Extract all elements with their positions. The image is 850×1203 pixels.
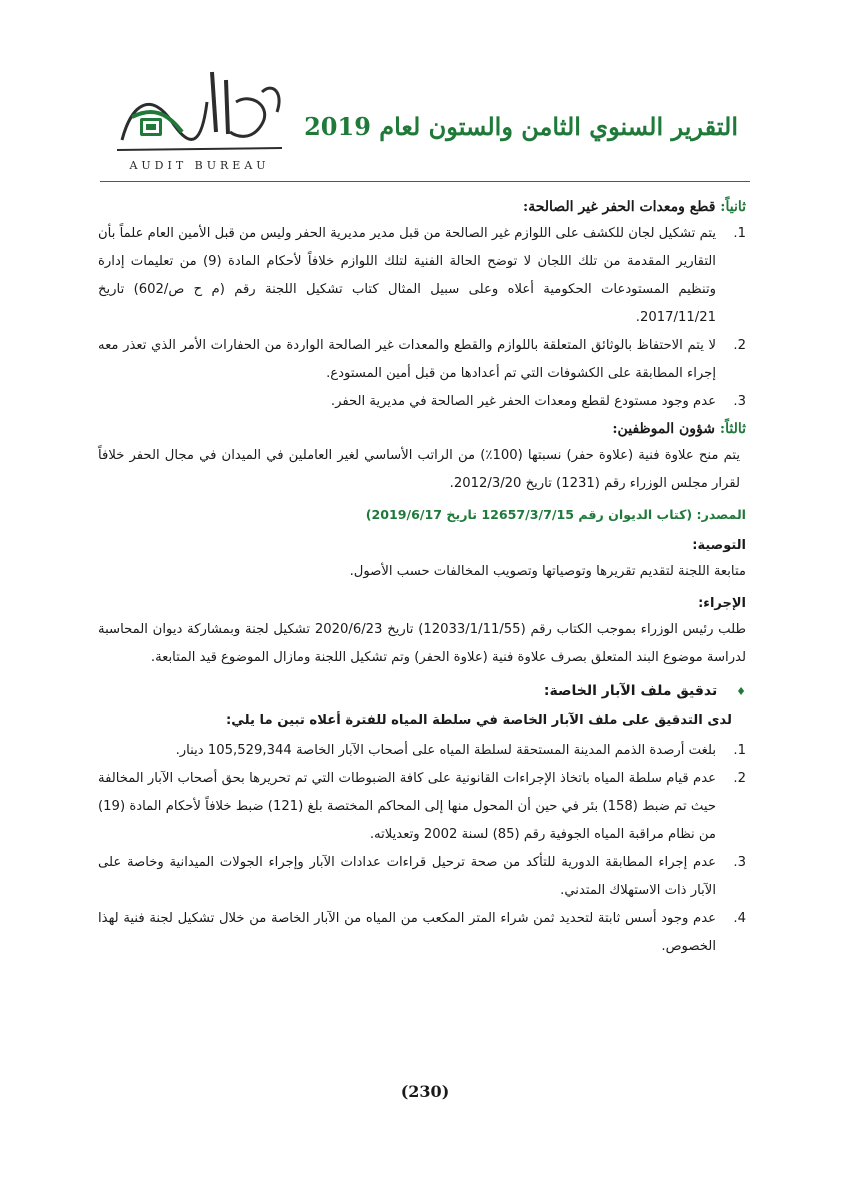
list-item xyxy=(98,849,746,905)
item-text: بلغت أرصدة الذمم المدينة المستحقة لسلطة المياه على أصحاب الآبار الخاصة 105,529,344 دينار. xyxy=(175,743,716,758)
private-wells-list xyxy=(98,737,746,961)
broken-equipment-list xyxy=(98,220,746,416)
recommendation-label: التوصية: xyxy=(692,538,746,553)
item-number: .1 xyxy=(733,226,746,241)
item-number: .1 xyxy=(733,743,746,758)
list-item xyxy=(98,332,746,388)
source-reference: المصدر: (كتاب الديوان رقم 12657/3/7/15 تاريخ 2019/6/17) xyxy=(365,507,746,522)
wells-intro: لدى التدقيق على ملف الآبار الخاصة في سلطة المياه للفترة أعلاه تبين ما يلي: xyxy=(226,713,732,728)
list-item xyxy=(98,737,746,765)
personnel-paragraph: يتم منح علاوة فنية (علاوة حفر) نسبتها (100٪) من الراتب الأساسي لغير العاملين في الميدان في مجال الحفر خلافاً لقرار مجلس الوزراء رقم (1231) تاريخ 2012/3/20. xyxy=(98,448,741,491)
item-number: .2 xyxy=(733,771,746,786)
item-text: عدم وجود أسس ثابتة لتحديد ثمن شراء المتر المكعب من المياه من الآبار الخاصة من خلال تشكيل لجنة فنية لهذا الخصوص. xyxy=(98,911,716,954)
logo-calligraphy-icon xyxy=(112,62,287,154)
item-text: عدم وجود مستودع لقطع ومعدات الحفر غير الصالحة في مديرية الحفر. xyxy=(330,394,716,409)
list-item xyxy=(98,905,746,961)
recommendation-text: متابعة اللجنة لتقديم تقريرها وتوصياتها وتصويب المخالفات حسب الأصول. xyxy=(349,564,746,579)
list-item xyxy=(98,765,746,849)
header-divider xyxy=(100,181,750,182)
section-title: قطع ومعدات الحفر غير الصالحة: xyxy=(523,199,716,215)
action-text: طلب رئيس الوزراء بموجب الكتاب رقم (12033/1/11/55) تاريخ 2020/6/23 تشكيل لجنة وبمشاركة ديوان المحاسبة لدراسة موضوع البند المتعلق بصرف علاوة فنية (علاوة الحفر) وتم تشكيل اللجنة ومازال الموضوع قيد المتابعة. xyxy=(98,622,746,665)
diamond-bullet-icon: ♦ xyxy=(736,685,746,698)
section-heading-broken-equipment xyxy=(98,194,746,220)
item-number: .4 xyxy=(733,911,746,926)
action-label: الإجراء: xyxy=(698,596,746,611)
page-header xyxy=(0,0,850,190)
document-body xyxy=(98,194,746,961)
section-title: تدقيق ملف الآبار الخاصة: xyxy=(543,683,718,699)
item-number: .3 xyxy=(733,394,746,409)
logo-subtitle: AUDIT BUREAU xyxy=(129,159,270,172)
audit-bureau-logo xyxy=(112,62,287,172)
report-title: التقرير السنوي الثامن والستون لعام 2019 xyxy=(304,112,738,141)
section-number: ثانياً: xyxy=(720,199,746,215)
section-heading-private-wells xyxy=(98,678,746,705)
item-text: يتم تشكيل لجان للكشف على اللوازم غير الصالحة من قبل مدير مديرية الحفر وليس من قبل الأمين العام علماً بأن التقارير المقدمة من تلك اللجان لا توضح الحالة الفنية لتلك اللوازم خلافاً لأحكام المادة (9) من تعليمات إدارة وتنظيم المستودعات الحكومية أعلاه وعلى سبيل المثال كتاب تشكيل اللجنة رقم (م ح ص/602) تاريخ 2017/11/21. xyxy=(98,226,716,325)
list-item xyxy=(98,220,746,332)
item-number: .3 xyxy=(733,855,746,870)
section-heading-personnel xyxy=(98,416,746,442)
list-item xyxy=(98,388,746,416)
item-text: عدم قيام سلطة المياه باتخاذ الإجراءات القانونية على كافة الضبوطات التي تم تحريرها بحق أصحاب الآبار المخالفة حيث تم ضبط (158) بئر في حين أن المحول منها إلى المحاكم المختصة بلغ (121) ضبط خلافاً لأحكام المادة (19) من نظام مراقبة المياه الجوفية رقم (85) لسنة 2002 وتعديلاته. xyxy=(98,771,716,842)
section-title: شؤون الموظفين: xyxy=(612,421,716,437)
item-number: .2 xyxy=(733,338,746,353)
item-text: عدم إجراء المطابقة الدورية للتأكد من صحة ترحيل قراءات عدادات الآبار وإجراء الجولات الميدانية وخاصة على الآبار ذات الاستهلاك المتدني. xyxy=(98,855,716,898)
page-number: (230) xyxy=(400,1082,450,1101)
section-number: ثالثاً: xyxy=(719,421,746,437)
item-text: لا يتم الاحتفاظ بالوثائق المتعلقة باللوازم والقطع والمعدات غير الصالحة الواردة من الحفارات الأمر الذي تعذر معه إجراء المطابقة على الكشوفات التي تم أعدادها من قبل أمين المستودع. xyxy=(98,338,716,381)
